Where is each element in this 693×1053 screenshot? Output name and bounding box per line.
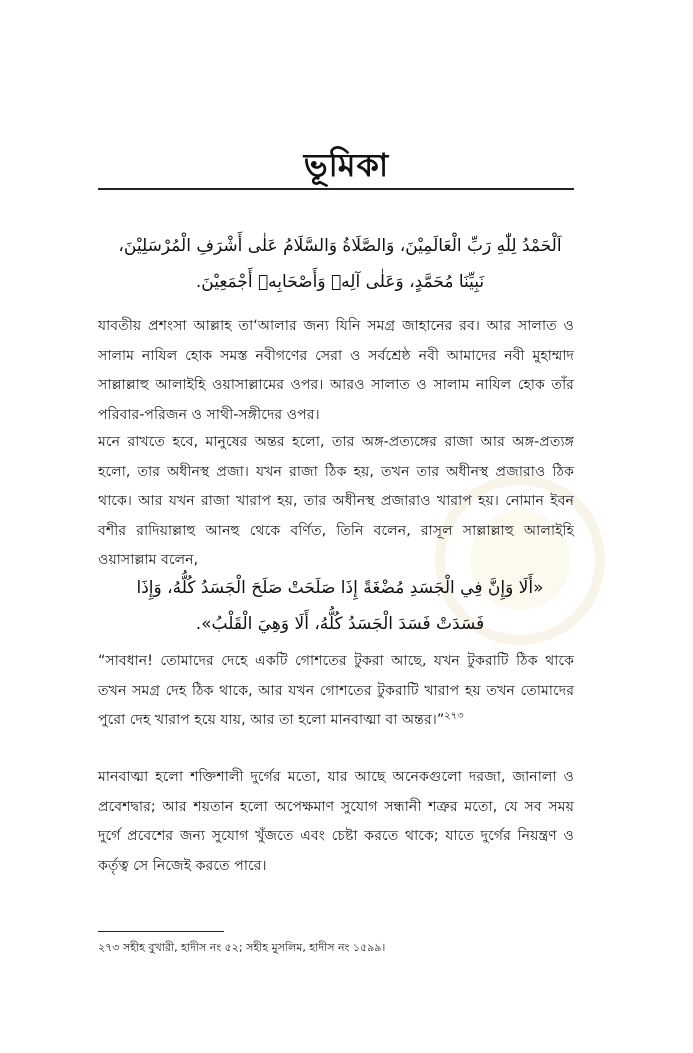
hadith-arabic-text xyxy=(100,570,580,642)
paragraph-heart-king: মনে রাখতে হবে, মানুষের অন্তর হলো, তার অঙ্গ-প্রত্যঙ্গের রাজা আর অঙ্গ-প্রত্যঙ্গ হলো, তার অধীনস্থ প্রজা। যখন রাজা ঠিক হয়, তখন তার অধীনস্থ প্রজারাও ঠিক থাকে। আর যখন রাজা খারাপ হয়, তার অধীনস্থ প্রজারাও খারাপ হয়। নোমান ইবন বশীর রাদিয়াল্লাহু আনহু থেকে বর্ণিত, তিনি বলেন, রাসূল সাল্লাল্লাহু আলাইহি ওয়াসাল্লাম বলেন, xyxy=(98,434,574,568)
arabic-opening-line-2: نَبِيِّنَا مُحَمَّدٍ، وَعَلٰى آلِهٖ وَأَصْحَابِهٖ أَجْمَعِيْنَ. xyxy=(195,272,485,292)
chapter-title: ভূমিকা xyxy=(303,146,390,184)
footnote-reference[interactable]: ২৭৩ xyxy=(444,710,464,722)
footnote-text: ২৭৩ সহীহ বুখারী, হাদীস নং ৫২; সহীহ মুসলিম, হাদীস নং ১৫৯৯। xyxy=(98,941,386,954)
hadith-translation-text: “সাবধান! তোমাদের দেহে একটি গোশতের টুকরা আছে, যখন টুকরাটি ঠিক থাকে তখন সমগ্র দেহ ঠিক থাকে, আর যখন গোশতের টুকরাটি খারাপ হয় তখন তোমাদের পুরো দেহ খারাপ হয়ে যায়, আর তা হলো মানবাত্মা বা অন্তর।” xyxy=(98,653,574,728)
arabic-opening-line-1: اَلْحَمْدُ لِلّٰهِ رَبِّ الْعَالَمِيْنَ، وَالصَّلَاةُ وَالسَّلَامُ عَلٰى أَشْرَفِ الْمُرْسَلِيْنَ، xyxy=(118,236,562,256)
hadith-arabic-line-2: فَسَدَتْ فَسَدَ الْجَسَدُ كُلُّهُ، أَلَا وَهِيَ الْقَلْبُ». xyxy=(195,614,485,634)
paragraph-praise: যাবতীয় প্রশংসা আল্লাহ তা‘আলার জন্য যিনি সমগ্র জাহানের রব। আর সালাত ও সালাম নাযিল হোক সমস্ত নবীগণের সেরা ও সর্বশ্রেষ্ঠ নবী আমাদের নবী মুহাম্মাদ সাল্লাল্লাহু আলাইহি ওয়াসাল্লামের ওপর। আরও সালাত ও সালাম নাযিল হোক তাঁর পরিবার-পরিজন ও সাথী-সঙ্গীদের ওপর। xyxy=(98,318,574,423)
arabic-opening-praise xyxy=(100,228,580,300)
hadith-arabic-line-1: «أَلَا وَإِنَّ فِي الْجَسَدِ مُضْغَةً إِذَا صَلَحَتْ صَلَحَ الْجَسَدُ كُلُّهُ، وَإِذَا xyxy=(136,578,544,598)
paragraph-fortress: মানবাত্মা হলো শক্তিশালী দুর্গের মতো, যার আছে অনেকগুলো দরজা, জানালা ও প্রবেশদ্বার; আর শয়তান হলো অপেক্ষমাণ সুযোগ সন্ধানী শত্রুর মতো, যে সব সময় দুর্গে প্রবেশের জন্য সুযোগ খুঁজতে এবং চেষ্টা করতে থাকে; যাতে দুর্গের নিয়ন্ত্রণ ও কর্তৃত্ব সে নিজেই করতে পারে। xyxy=(98,769,574,874)
footnote-divider xyxy=(98,931,224,932)
paragraph-hadith-translation xyxy=(98,647,574,736)
title-underline xyxy=(98,188,574,190)
